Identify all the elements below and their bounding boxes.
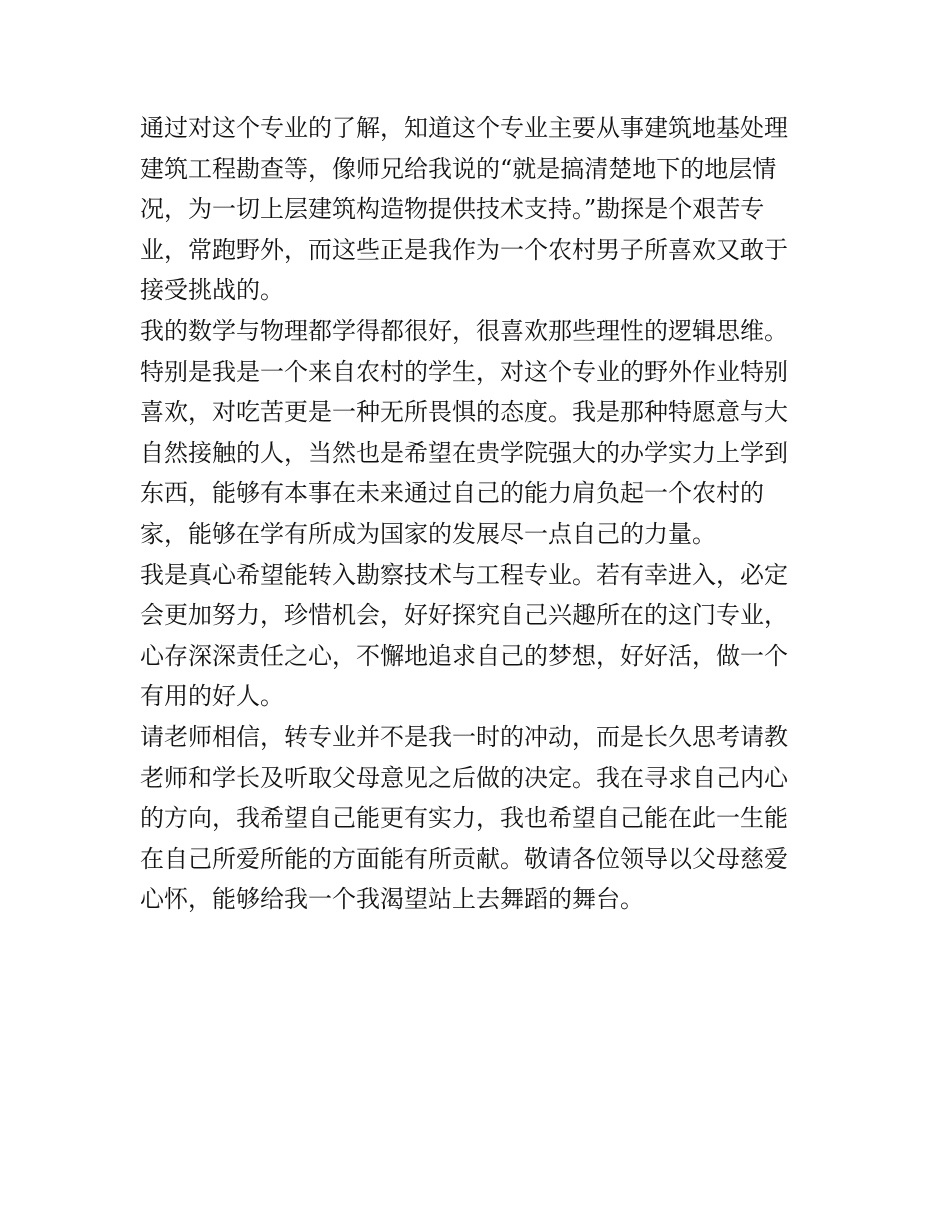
text-line: 心怀，能够给我一个我渴望站上去舞蹈的舞台。 xyxy=(140,885,644,914)
text-line: 接受挑战的。 xyxy=(140,276,284,305)
text-line: 的方向，我希望自己能更有实力，我也希望自己能在此一生能 xyxy=(140,804,788,833)
text-line: 业，常跑野外，而这些正是我作为一个农村男子所喜欢又敢于 xyxy=(140,235,788,264)
paragraph-2 xyxy=(140,311,818,555)
paragraph-3 xyxy=(140,555,818,717)
text-line: 通过对这个专业的了解，知道这个专业主要从事建筑地基处理 xyxy=(140,114,788,142)
text-line: 心存深深责任之心，不懈地追求自己的梦想，好好活，做一个 xyxy=(140,641,788,670)
text-line: 建筑工程勘查等，像师兄给我说的“就是搞清楚地下的地层情 xyxy=(140,154,777,183)
text-line: 在自己所爱所能的方面能有所贡献。敬请各位领导以父母慈爱 xyxy=(140,844,788,873)
text-line: 我是真心希望能转入勘察技术与工程专业。若有幸进入，必定 xyxy=(140,560,788,589)
text-line: 会更加努力，珍惜机会，好好探究自己兴趣所在的这门专业， xyxy=(140,601,788,630)
text-line: 请老师相信，转专业并不是我一时的冲动，而是长久思考请教 xyxy=(140,722,788,751)
text-line: 自然接触的人，当然也是希望在贵学院强大的办学实力上学到 xyxy=(140,438,788,467)
text-line: 我的数学与物理都学得都很好，很喜欢那些理性的逻辑思维。 xyxy=(140,316,788,345)
text-line: 东西，能够有本事在未来通过自己的能力肩负起一个农村的 xyxy=(140,479,764,508)
text-line: 喜欢，对吃苦更是一种无所畏惧的态度。我是那种特愿意与大 xyxy=(140,398,788,427)
paragraph-1 xyxy=(140,108,818,311)
paragraph-4 xyxy=(140,717,818,920)
text-line: 老师和学长及听取父母意见之后做的决定。我在寻求自己内心 xyxy=(140,763,788,792)
document-body xyxy=(140,108,818,920)
text-line: 特别是我是一个来自农村的学生，对这个专业的野外作业特别 xyxy=(140,357,788,386)
text-line: 家，能够在学有所成为国家的发展尽一点自己的力量。 xyxy=(140,519,716,548)
text-line: 况，为一切上层建筑构造物提供技术支持。”勘探是个艰苦专 xyxy=(140,195,765,224)
text-line: 有用的好人。 xyxy=(140,682,284,711)
